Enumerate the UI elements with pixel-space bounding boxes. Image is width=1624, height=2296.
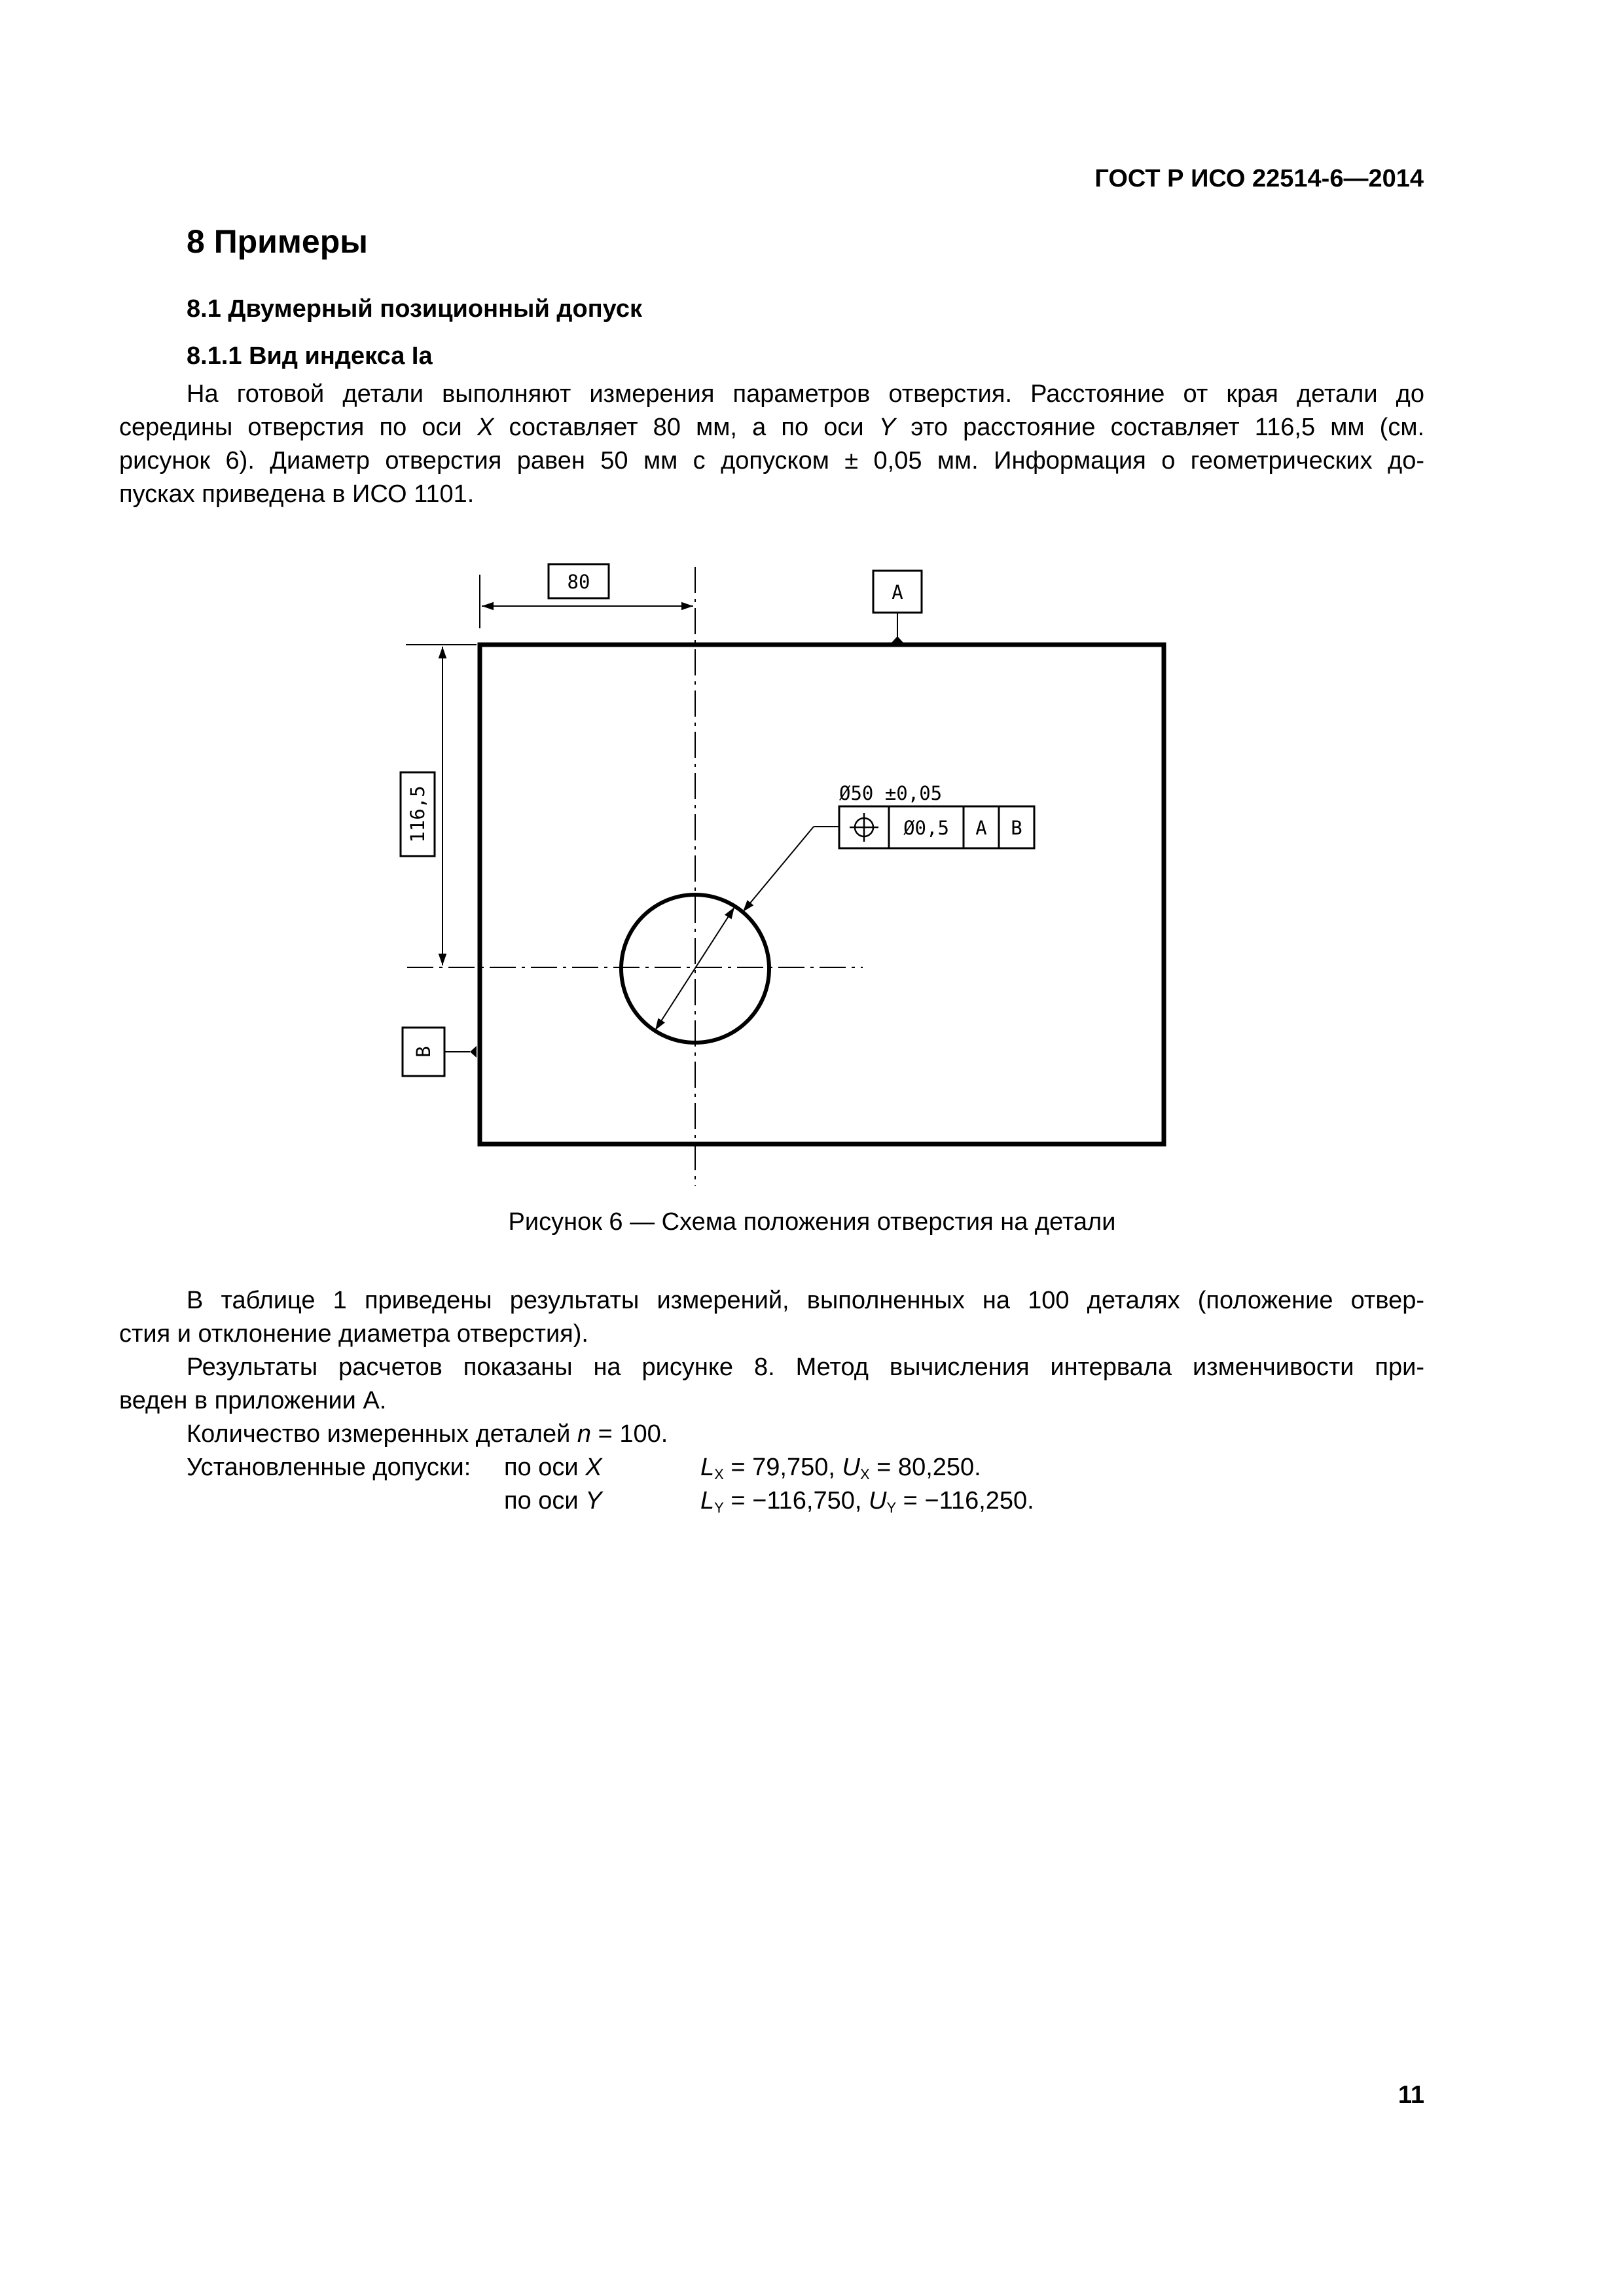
- subsection-heading: 8.1 Двумерный позиционный допуск: [187, 295, 643, 323]
- results-p1-line-2: стия и отклонение диаметра отверстия).: [119, 1320, 588, 1348]
- frame-datum-a: A: [975, 817, 987, 839]
- results-p2-line-2: веден в приложении А.: [119, 1387, 387, 1414]
- standard-designation: ГОСТ Р ИСО 22514-6—2014: [1094, 165, 1424, 192]
- x-dimension-value: 80: [567, 571, 590, 593]
- hole-size-annotation: Ø50 ±0,05: [839, 782, 943, 804]
- frame-datum-b: B: [1011, 817, 1022, 839]
- x-tolerance-limits: $L_X = 79,750$, $U_X = 80,250$.: [700, 1454, 981, 1482]
- page-number: 11: [1398, 2081, 1424, 2109]
- hole-leader-line: [743, 827, 814, 912]
- y-tolerance-limits: $L_Y = -116,750$, $U_Y = -116,250$.: [700, 1487, 1034, 1516]
- datum-b-triangle: [470, 1046, 477, 1058]
- intro-line-1: На готовой детали выполняют измерения параметров отверстия. Расстояние от края детали до: [187, 380, 1424, 408]
- results-p1-line-1: В таблице 1 приведены результаты измерений, выполненных на 100 деталях (положение отвер-: [187, 1287, 1424, 1314]
- datum-a-triangle: [892, 636, 903, 643]
- subsubsection-heading: 8.1.1 Вид индекса Ia: [187, 342, 433, 370]
- sample-count: Количество измеренных деталей n = 100.: [187, 1420, 668, 1448]
- x-axis-label: по оси X: [504, 1454, 602, 1481]
- datum-a-label: A: [892, 581, 903, 603]
- y-axis-label: по оси Y: [504, 1487, 602, 1515]
- feature-control-frame: [839, 806, 1034, 848]
- datum-b-label: B: [412, 1046, 435, 1058]
- part-outline: [480, 645, 1164, 1144]
- figure-caption: Рисунок 6 — Схема положения отверстия на детали: [508, 1208, 1116, 1236]
- results-p2-line-1: Результаты расчетов показаны на рисунке 8. Метод вычисления интервала изменчивости при-: [187, 1354, 1424, 1381]
- section-heading: 8 Примеры: [187, 223, 368, 260]
- tolerances-label: Установленные допуски:: [187, 1454, 471, 1481]
- intro-line-2: середины отверстия по оси X составляет 80 мм, а по оси Y это расстояние составляет 116,5 мм (см.: [119, 414, 1425, 441]
- intro-line-4: пусках приведена в ИСО 1101.: [119, 480, 475, 508]
- y-dimension-value: 116,5: [406, 785, 429, 843]
- frame-tolerance-value: Ø0,5: [903, 817, 949, 839]
- intro-line-3: рисунок 6). Диаметр отверстия равен 50 мм с допуском ± 0,05 мм. Информация о геометрических до-: [119, 447, 1424, 475]
